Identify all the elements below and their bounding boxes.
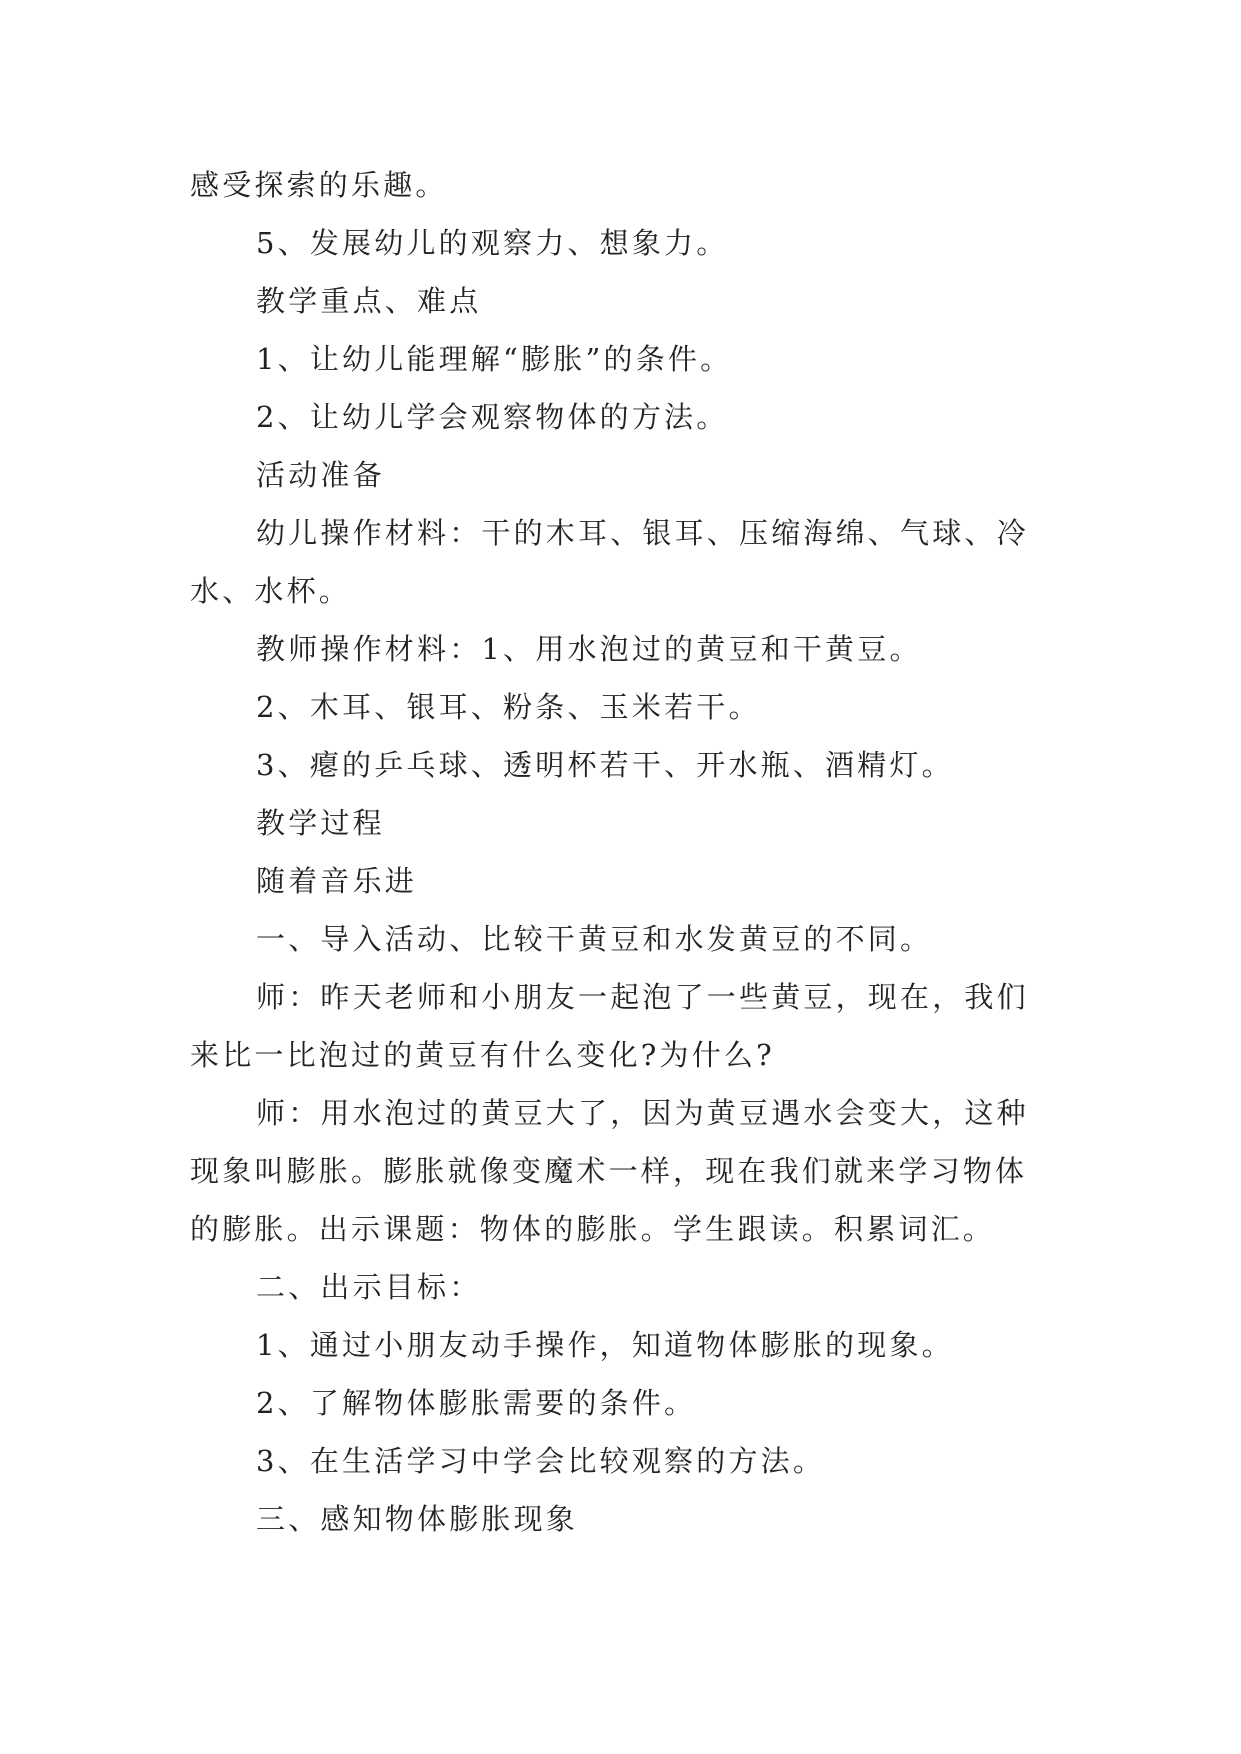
text-line: 一、导入活动、比较干黄豆和水发黄豆的不同。	[256, 922, 933, 956]
text-line: 1、让幼儿能理解“膨胀”的条件。	[256, 342, 733, 376]
text-line: 3、在生活学习中学会比较观察的方法。	[256, 1444, 826, 1478]
text-line: 感受探索的乐趣。	[190, 168, 448, 202]
text-line: 5、发展幼儿的观察力、想象力。	[256, 226, 729, 260]
text-line: 师：用水泡过的黄豆大了，因为黄豆遇水会变大，这种	[256, 1096, 1029, 1130]
text-line: 2、了解物体膨胀需要的条件。	[256, 1386, 697, 1420]
text-line: 幼儿操作材料：干的木耳、银耳、压缩海绵、气球、冷	[256, 516, 1029, 550]
text-line: 2、木耳、银耳、粉条、玉米若干。	[256, 690, 761, 724]
document-body	[190, 156, 1052, 1548]
text-line: 现象叫膨胀。膨胀就像变魔术一样，现在我们就来学习物体	[190, 1154, 1028, 1188]
text-line: 的膨胀。出示课题：物体的膨胀。学生跟读。积累词汇。	[190, 1212, 996, 1246]
text-line: 水、水杯。	[190, 574, 352, 608]
section-heading: 教学重点、难点	[256, 284, 482, 318]
section-heading: 活动准备	[256, 458, 385, 492]
text-line: 3、瘪的乒乓球、透明杯若干、开水瓶、酒精灯。	[256, 748, 954, 782]
text-line: 随着音乐进	[256, 864, 418, 898]
section-heading: 教学过程	[256, 806, 385, 840]
text-line: 1、通过小朋友动手操作，知道物体膨胀的现象。	[256, 1328, 954, 1362]
text-line: 教师操作材料：1、用水泡过的黄豆和干黄豆。	[256, 632, 922, 666]
text-line: 来比一比泡过的黄豆有什么变化?为什么?	[190, 1038, 775, 1072]
section-heading: 三、感知物体膨胀现象	[256, 1502, 579, 1536]
text-line: 二、出示目标：	[256, 1270, 482, 1304]
text-line: 师：昨天老师和小朋友一起泡了一些黄豆，现在，我们	[256, 980, 1029, 1014]
text-line: 2、让幼儿学会观察物体的方法。	[256, 400, 729, 434]
